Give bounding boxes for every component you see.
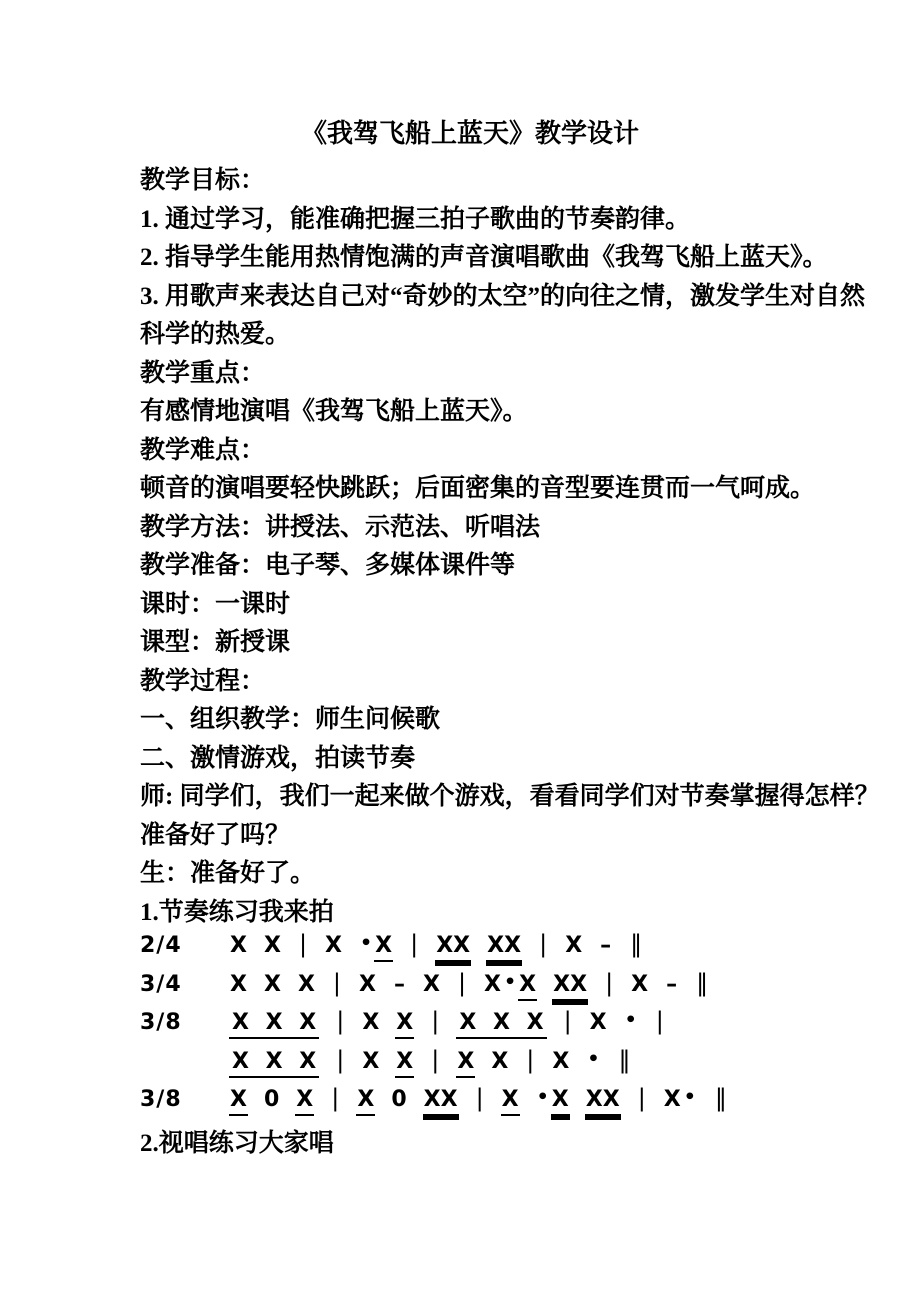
- rhythm-cell: [435, 934, 471, 962]
- rhythm-cell: [486, 934, 522, 962]
- body-line: 师: 同学们，我们一起来做个游戏，看看同学们对节奏掌握得怎样？: [140, 783, 880, 810]
- rhythm-cell: [331, 968, 343, 997]
- rhythm-cell: [628, 932, 642, 957]
- barline-icon: |: [336, 1045, 345, 1074]
- rhythm-line: [140, 932, 800, 971]
- rhythm-cell: [263, 1088, 280, 1111]
- rhythm-cell: [537, 932, 549, 957]
- rhythm-cell: [356, 1088, 375, 1116]
- barline-icon: |: [475, 1084, 484, 1112]
- rhythm-note: X: [663, 1087, 681, 1112]
- dot-icon: •: [504, 970, 517, 993]
- rhythm-cell: [423, 1088, 459, 1116]
- rhythm-note: 0: [263, 1087, 280, 1112]
- rhythm-cell: [361, 1050, 380, 1073]
- rhythm-note: XX: [585, 1088, 621, 1116]
- body-line: 教学方法：讲授法、示范法、听唱法: [140, 513, 541, 541]
- time-signature: 3/8: [140, 1010, 182, 1035]
- barline-icon: |: [563, 1007, 572, 1035]
- rhythm-cell: [585, 1088, 621, 1116]
- rhythm-cell: [422, 973, 441, 996]
- barline-icon: |: [637, 1084, 646, 1112]
- rhythm-note: XX: [486, 934, 522, 962]
- rhythm-note: X: [263, 971, 281, 997]
- rhythm-cell: [501, 1088, 520, 1116]
- barline-icon: |: [298, 930, 308, 958]
- closing-line: 2.视唱练习大家唱: [140, 1129, 334, 1157]
- rhythm-note: X: [491, 1048, 509, 1074]
- rhythm-cell: [297, 973, 316, 996]
- body-line: 二、激情游戏，拍读节奏: [140, 744, 416, 772]
- rhythm-note: X X X: [232, 1048, 317, 1074]
- rhythm-note: X: [325, 933, 342, 958]
- rhythm-note: X X X: [232, 1010, 317, 1035]
- rhythm-line: [140, 1045, 800, 1087]
- rhythm-note: X: [297, 971, 315, 997]
- rhythm-note: X: [362, 1048, 380, 1074]
- rhythm-note: X: [551, 1088, 570, 1116]
- rhythm-note: X: [374, 934, 393, 962]
- body-line: 科学的热爱。: [140, 321, 291, 348]
- rhythm-cell: [263, 973, 282, 996]
- final-barline-icon: ‖: [618, 1045, 629, 1074]
- rhythm-cell: [361, 1011, 380, 1034]
- rhythm-cell: [474, 1086, 486, 1111]
- barline-icon: |: [526, 1045, 535, 1074]
- rhythm-cell: [654, 1009, 666, 1034]
- rhythm-note: X: [552, 1048, 570, 1074]
- rhythm-note: X: [229, 1088, 248, 1116]
- rhythm-cell: [663, 1088, 698, 1111]
- barline-icon: |: [655, 1007, 664, 1035]
- rhythm-cell: [229, 934, 248, 957]
- rhythm-cell: [456, 968, 468, 997]
- barline-icon: |: [605, 968, 614, 997]
- rhythm-cell: [229, 1011, 319, 1039]
- body-line: 2. 指导学生能用热情饱满的声音演唱歌曲《我驾飞船上蓝天》。: [140, 244, 828, 271]
- rhythm-note: X X X: [459, 1010, 544, 1035]
- rhythm-note: X: [362, 1010, 380, 1035]
- rhythm-cell: [713, 1086, 727, 1111]
- dash-icon: –: [393, 971, 405, 997]
- dot-icon: •: [683, 1086, 696, 1108]
- barline-icon: |: [431, 1007, 440, 1035]
- rhythm-cell: [329, 1086, 341, 1111]
- rhythm-note: X: [395, 1050, 414, 1078]
- body-line: 生：准备好了。: [140, 860, 316, 887]
- rhythm-cell: [562, 1009, 574, 1034]
- rhythm-note: 0: [391, 1087, 407, 1112]
- dot-icon: •: [360, 932, 373, 954]
- dot-icon: •: [624, 1009, 637, 1031]
- body-line: 课型：新授课: [140, 629, 291, 656]
- time-signature: 2/4: [140, 933, 182, 958]
- rhythm-cell: [664, 973, 679, 996]
- rhythm-note: XX: [552, 973, 588, 1001]
- rhythm-note: X: [518, 973, 537, 1001]
- barline-icon: |: [332, 968, 341, 997]
- rhythm-cell: [598, 934, 613, 957]
- time-signature: 3/8: [140, 1087, 182, 1112]
- barline-icon: |: [431, 1045, 440, 1074]
- rhythm-cell: [429, 1045, 441, 1074]
- body-line: 3. 用歌声来表达自己对“奇妙的太空”的向往之情，激发学生对自然: [140, 282, 866, 310]
- body-line: 顿音的演唱要轻快跳跃；后面密集的音型要连贯而一气呵成。: [140, 475, 816, 502]
- rhythm-cell: [603, 968, 615, 997]
- rhythm-cell: [229, 1088, 248, 1116]
- rhythm-cell: [429, 1009, 441, 1034]
- rhythm-line: [140, 1009, 800, 1048]
- dash-icon: –: [600, 933, 612, 958]
- body-line: 教学难点：: [140, 436, 266, 464]
- body-line: 教学目标：: [140, 167, 266, 194]
- rhythm-note: X: [230, 971, 247, 997]
- rhythm-cell: [552, 973, 588, 1001]
- body-line: 教学过程：: [140, 667, 266, 695]
- rhythm-cell: [564, 934, 583, 957]
- rhythm-line: [140, 1086, 800, 1125]
- barline-icon: |: [331, 1084, 340, 1112]
- rhythm-cell: [524, 1045, 536, 1074]
- rhythm-cell: [456, 1011, 546, 1039]
- body-line: 教学准备：电子琴、多媒体课件等: [140, 552, 516, 579]
- rhythm-cell: [395, 1011, 414, 1039]
- rhythm-cell: [324, 934, 343, 957]
- rhythm-cell: [408, 932, 420, 957]
- body-line: 教学重点：: [140, 359, 266, 387]
- rhythm-line: [140, 968, 800, 1010]
- rhythm-cell: [390, 1088, 407, 1111]
- rhythm-note: X: [395, 1011, 414, 1039]
- rhythm-note: X: [501, 1088, 520, 1116]
- rhythm-cell: [297, 932, 309, 957]
- rhythm-note: X: [230, 933, 247, 958]
- rhythm-cell: [358, 934, 393, 962]
- rhythm-cell: [490, 1050, 509, 1073]
- rhythm-note: X: [565, 933, 583, 958]
- body-line: 准备好了吗？: [140, 821, 291, 849]
- barline-icon: |: [336, 1007, 345, 1035]
- rhythm-cell: [229, 1050, 319, 1078]
- body-line: 有感情地演唱《我驾飞船上蓝天》。: [140, 398, 528, 425]
- rhythm-note: X: [589, 1010, 607, 1035]
- rhythm-cell: [694, 968, 708, 997]
- body-line: 一、组织教学：师生问候歌: [140, 706, 441, 733]
- final-barline-icon: ‖: [696, 968, 707, 997]
- body-line: 1.节奏练习我来拍: [140, 898, 334, 926]
- dot-icon: •: [536, 1086, 549, 1108]
- rhythm-notation-block: [140, 932, 800, 1125]
- rhythm-note: X: [359, 971, 376, 997]
- dash-icon: –: [666, 971, 678, 997]
- rhythm-cell: [551, 1050, 570, 1073]
- rhythm-note: X: [456, 1050, 475, 1078]
- rhythm-note: X: [263, 933, 281, 958]
- rhythm-note: X: [422, 971, 440, 997]
- rhythm-note: X: [295, 1088, 314, 1116]
- rhythm-note: XX: [423, 1088, 459, 1116]
- rhythm-note: X: [356, 1088, 375, 1116]
- rhythm-cell: [263, 934, 282, 957]
- rhythm-note: X: [631, 971, 649, 997]
- body-line: 课时：一课时: [140, 590, 291, 618]
- rhythm-cell: [392, 973, 407, 996]
- rhythm-cell: [630, 973, 649, 996]
- rhythm-cell: [636, 1086, 648, 1111]
- body-lines: [140, 162, 880, 932]
- barline-icon: |: [410, 930, 419, 958]
- rhythm-cell: [295, 1088, 314, 1116]
- rhythm-cell: [535, 1088, 570, 1116]
- rhythm-cell: [456, 1050, 475, 1078]
- barline-icon: |: [457, 968, 467, 997]
- rhythm-cell: [334, 1045, 346, 1074]
- rhythm-cell: [589, 1011, 608, 1034]
- document-title: 《我驾飞船上蓝天》教学设计: [300, 119, 639, 148]
- barline-icon: |: [539, 930, 548, 958]
- rhythm-cell: [483, 970, 537, 1001]
- final-barline-icon: ‖: [630, 930, 641, 958]
- rhythm-cell: [395, 1050, 414, 1078]
- rhythm-note: X: [484, 971, 501, 997]
- body-line: 1. 通过学习，能准确把握三拍子歌曲的节奏韵律。: [140, 205, 691, 233]
- rhythm-cell: [617, 1045, 631, 1074]
- rhythm-cell: [334, 1009, 346, 1034]
- rhythm-cell: [358, 973, 377, 996]
- dot-icon: •: [587, 1047, 600, 1070]
- final-barline-icon: ‖: [714, 1084, 725, 1112]
- rhythm-cell: [229, 973, 248, 996]
- time-signature: 3/4: [140, 971, 182, 997]
- rhythm-cell: [623, 1009, 639, 1034]
- rhythm-cell: [585, 1047, 601, 1073]
- rhythm-note: XX: [435, 934, 471, 962]
